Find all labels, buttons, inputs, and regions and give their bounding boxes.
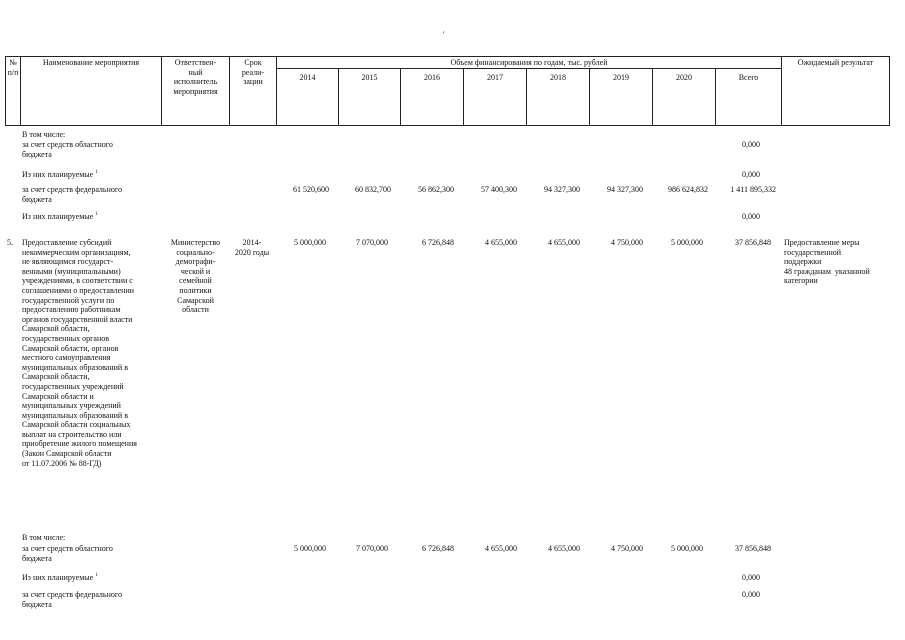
header-year-2020: 2020: [676, 73, 692, 82]
block1-planned2-label: Из них планируемые $^1$: [22, 212, 98, 221]
header-responsible: Ответствен- ный исполнитель мероприятия: [173, 58, 218, 96]
header-year-2017: 2017: [487, 73, 503, 82]
block1-federal-2017: 57 400,300: [481, 185, 517, 194]
block2-regional-2019: 4 750,000: [611, 544, 643, 553]
block1-planned2-total: 0,000: [742, 212, 760, 221]
row5-2017: 4 655,000: [485, 238, 517, 247]
block1-regional-total: 0,000: [742, 140, 760, 149]
row5-2018: 4 655,000: [548, 238, 580, 247]
block2-regional-2016: 6 726,848: [422, 544, 454, 553]
page-mark: ': [443, 30, 445, 39]
row5-2016: 6 726,848: [422, 238, 454, 247]
block1-federal-2018: 94 327,300: [544, 185, 580, 194]
row5-name: Предоставление субсидий некоммерческим организациям, не являющимся государст- венными (муниципальными) учреждениями, в соответствии с соглашениями о предоставлении государственной услуги по предоставлению работникам органов государственной власти Самарской области, государственных органов Самарской области, органов местного самоуправления муниципальных образований в Самарской области, государственных учреждений Самарской области и муниципальных учреждений муниципальных образований в Самарской области социальных выплат на строительство или приобретение жилого помещения (Закон Самарской области от 11.07.2006 № 88-ГД): [22, 238, 137, 468]
header-name: Наименование мероприятия: [42, 58, 140, 67]
block1-federal-2019: 94 327,300: [607, 185, 643, 194]
row5-total: 37 856,848: [735, 238, 771, 247]
block1-federal-label: за счет средств федерального бюджета: [22, 185, 122, 204]
block1-federal-2014: 61 520,600: [293, 185, 329, 194]
row5-result: Предоставление меры государственной поддержки 48 гражданам указанной категории: [784, 238, 870, 286]
row5-2020: 5 000,000: [671, 238, 703, 247]
block1-federal-2016: 56 862,300: [418, 185, 454, 194]
block2-regional-2015: 7 070,000: [356, 544, 388, 553]
header-year-2015: 2015: [361, 73, 378, 82]
block2-regional-2017: 4 655,000: [485, 544, 517, 553]
row5-responsible: Министерство социально- демографи- ческой и семейной политики Самарской области: [170, 238, 221, 315]
block1-federal-2020: 986 624,832: [668, 185, 708, 194]
header-year-2014: 2014: [299, 73, 316, 82]
block1-regional-label: за счет средств областного бюджета: [22, 140, 113, 159]
header-year-2019: 2019: [613, 73, 629, 82]
block2-federal-label: за счет средств федерального бюджета: [22, 590, 122, 609]
block2-planned-total: 0,000: [742, 573, 760, 582]
block2-regional-2014: 5 000,000: [294, 544, 326, 553]
block2-regional-total: 37 856,848: [735, 544, 771, 553]
row5-2019: 4 750,000: [611, 238, 643, 247]
row5-2014: 5 000,000: [294, 238, 326, 247]
block2-planned-label: Из них планируемые $^1$: [22, 573, 98, 582]
block2-federal-total: 0,000: [742, 590, 760, 599]
row5-term: 2014- 2020 годы: [234, 238, 270, 257]
header-num: № п/п: [7, 58, 19, 77]
header-term: Срок реали- зации: [241, 58, 265, 87]
block1-planned-total: 0,000: [742, 170, 760, 179]
row5-2015: 7 070,000: [356, 238, 388, 247]
row5-num: 5.: [7, 238, 13, 247]
header-financing: Объем финансирования по годам, тыс. рублей: [450, 58, 608, 67]
header-total: Всего: [738, 73, 759, 82]
header-year-2016: 2016: [424, 73, 440, 82]
block1-federal-2015: 60 832,700: [355, 185, 391, 194]
block2-regional-2018: 4 655,000: [548, 544, 580, 553]
block2-incl: В том числе:: [22, 533, 66, 542]
block1-incl: В том числе:: [22, 130, 66, 139]
block2-regional-2020: 5 000,000: [671, 544, 703, 553]
block1-federal-total: 1 411 895,332: [730, 185, 776, 194]
header-result: Ожидаемый результат: [797, 58, 874, 67]
block2-regional-label: за счет средств областного бюджета: [22, 544, 113, 563]
header-year-2018: 2018: [550, 73, 566, 82]
block1-planned-label: Из них планируемые $^1$: [22, 170, 98, 179]
